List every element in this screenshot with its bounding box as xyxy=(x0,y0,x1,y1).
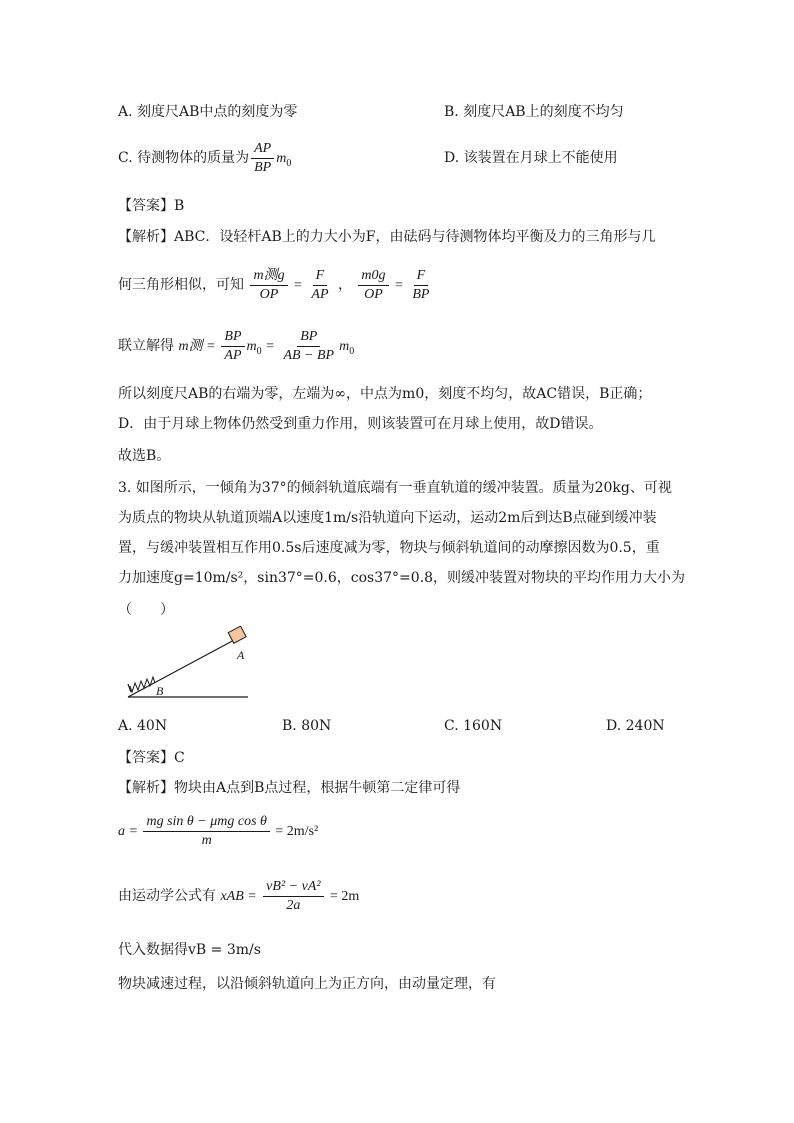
fraction-numerator: BP xyxy=(297,328,320,347)
equation-1 xyxy=(118,812,318,852)
mass-symbol: m xyxy=(276,151,287,166)
measured-mass: m测 xyxy=(178,339,203,354)
fraction-1 xyxy=(250,267,287,304)
fraction-denominator: OP xyxy=(364,286,383,302)
analysis-line-2: 何三角形相似，可知 $\frac{\text{m测g}}{OP}$ = $\frac{F}{AP}$ ， $\frac{m0g}{OP}$ = $\frac{F}{BP}$ xyxy=(118,265,434,306)
fraction-denominator: 2a xyxy=(286,897,301,913)
equation-2-fraction xyxy=(263,878,323,915)
answer-tag: 【答案】 xyxy=(118,750,174,766)
analysis-line-1 xyxy=(118,227,655,247)
option-a: A. 刻度尺AB中点的刻度为零 xyxy=(118,104,298,120)
equation-rhs: = 2m/s² xyxy=(275,824,319,839)
option-d: D. 该装置在月球上不能使用 xyxy=(444,150,618,166)
fraction-denominator: AP xyxy=(311,286,329,302)
fraction-denominator: AP xyxy=(224,347,242,363)
fraction-2 xyxy=(308,267,331,304)
analysis-text: ABC．设轻杆AB上的力大小为F，由砝码与待测物体均平衡及力的三角形与几 xyxy=(174,229,656,245)
block-icon xyxy=(228,626,246,643)
q3-option-b: B. 80N xyxy=(282,718,332,734)
analysis-line-6: 故选B。 xyxy=(118,448,171,464)
analysis-text: 何三角形相似，可知 xyxy=(118,277,244,293)
answer-tag: 【答案】 xyxy=(118,198,174,214)
fraction-numerator: F xyxy=(313,267,328,286)
fraction-numerator: vB² − vA² xyxy=(263,878,323,897)
answer-value: C xyxy=(174,750,185,766)
analysis-tag: 【解析】 xyxy=(118,229,174,245)
fraction-denominator: BP xyxy=(412,286,430,302)
fraction-denominator: BP xyxy=(254,159,272,175)
fraction-denominator: m xyxy=(201,833,212,849)
fraction-6 xyxy=(280,328,337,365)
mass-subscript: 0 xyxy=(286,157,292,169)
analysis-tag: 【解析】 xyxy=(118,780,174,796)
fraction-numerator: BP xyxy=(221,328,244,347)
answer-line xyxy=(118,196,184,216)
option-b: B. 刻度尺AB上的刻度不均匀 xyxy=(444,104,624,120)
fraction-5 xyxy=(221,328,244,365)
equation-lhs: xAB = xyxy=(220,889,257,904)
analysis-line-3: 联立解得 m测 = $\frac{BP}{AP}$ $m_0$ = $\frac{BP}{AB - BP}$ $m_0$ xyxy=(118,328,355,363)
question-3-line-2: 为质点的物块从轨道顶端A以速度1m/s沿轨道向下运动，运动2m后到达B点碰到缓冲装 xyxy=(118,510,657,526)
fraction-numerator: mg sin θ − μmg cos θ xyxy=(143,813,269,832)
q3-analysis-line-3: 代入数据得vB = 3m/s xyxy=(118,942,261,958)
fraction-3 xyxy=(358,267,388,304)
option-c-text: C. 待测物体的质量为 xyxy=(118,150,250,166)
question-3-line-4: 力加速度g=10m/s²，sin37°=0.6，cos37°=0.8，则缓冲装置对物块的平均作用力大小为 xyxy=(118,570,686,586)
fraction-numerator: m0g xyxy=(358,267,388,286)
fraction-numerator: m测g xyxy=(250,267,287,286)
label-b: B xyxy=(156,684,164,698)
question-3-line-1: 3. 如图所示，一倾角为37°的倾斜轨道底端有一垂直轨道的缓冲装置。质量为20kg、可视 xyxy=(118,480,672,496)
question-3-line-5: （ ） xyxy=(118,602,174,618)
analysis-text: 由运动学公式有 xyxy=(118,888,216,904)
equation-rhs: = 2m xyxy=(330,889,360,904)
analysis-text: 联立解得 xyxy=(118,338,174,354)
q3-analysis-line-1 xyxy=(118,778,460,798)
option-c-fraction xyxy=(251,140,274,177)
q3-analysis-line-4: 物块减速过程，以沿倾斜轨道向上为正方向，由动量定理，有 xyxy=(118,976,496,992)
equation-1-fraction xyxy=(143,813,269,850)
incline-diagram xyxy=(120,626,260,702)
answer-value: B xyxy=(174,198,185,214)
fraction-denominator: OP xyxy=(259,286,279,302)
question-3-line-3: 置，与缓冲装置相互作用0.5s后速度减为零，物块与倾斜轨道间的动摩擦因数为0.5，重 xyxy=(118,540,660,556)
option-c xyxy=(118,138,291,184)
q3-option-c: C. 160N xyxy=(444,718,503,734)
fraction-numerator: AP xyxy=(251,140,274,159)
fraction-numerator: F xyxy=(414,267,429,286)
equation-lhs: a = xyxy=(118,824,138,839)
equation-2 xyxy=(118,876,359,917)
q3-answer-line xyxy=(118,748,185,768)
fraction-denominator: AB − BP xyxy=(283,347,335,363)
analysis-line-5: D．由于月球上物体仍然受到重力作用，则该装置可在月球上使用，故D错误。 xyxy=(118,416,603,432)
label-a: A xyxy=(237,648,245,662)
q3-option-d: D. 240N xyxy=(606,718,665,734)
analysis-line-4: 所以刻度尺AB的右端为零，左端为∞，中点为m0，刻度不均匀，故AC错误，B正确； xyxy=(118,386,652,402)
fraction-4 xyxy=(409,267,432,304)
analysis-text: 物块由A点到B点过程，根据牛顿第二定律可得 xyxy=(174,780,461,796)
q3-option-a: A. 40N xyxy=(118,718,168,734)
